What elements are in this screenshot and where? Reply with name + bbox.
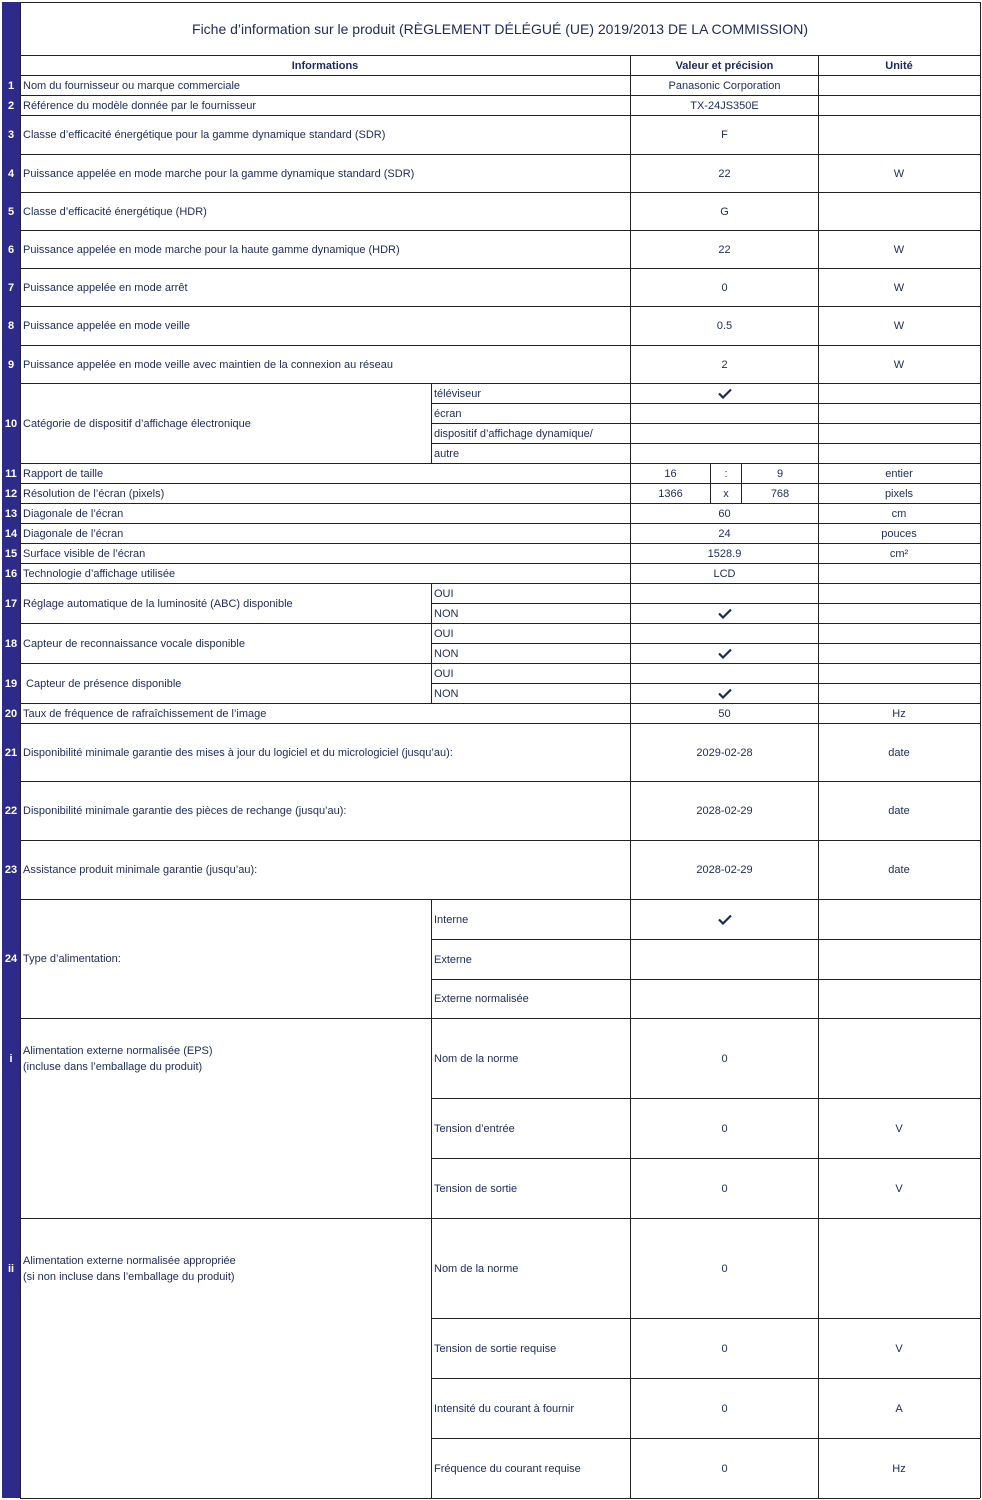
row-number: 18 (4, 637, 18, 650)
row-number: ii (7, 1263, 15, 1275)
row-label: Disponibilité minimale garantie des pièces de rechange (jusqu’au): (23, 805, 347, 817)
row-number: 16 (4, 567, 18, 580)
sub-value: 0 (721, 1262, 728, 1275)
grid-line (20, 268, 980, 269)
checkmark-icon (631, 684, 818, 703)
row-unit: pouces (881, 527, 917, 540)
option-no: NON (434, 607, 459, 620)
row-label: Diagonale de l’écran (23, 527, 124, 540)
grid-line (20, 703, 980, 704)
grid-line (741, 463, 742, 503)
ratio-height: 9 (776, 467, 784, 480)
row-value: Panasonic Corporation (668, 79, 781, 92)
grid-line (20, 483, 980, 484)
grid-line (20, 55, 980, 56)
row-label: Résolution de l’écran (pixels) (23, 487, 165, 500)
grid-line (431, 899, 432, 1498)
row-number: 14 (4, 527, 18, 540)
row-label: Puissance appelée en mode veille avec maintien de la connexion au réseau (23, 358, 393, 371)
row-label-note: (incluse dans l’emballage du produit) (23, 1061, 203, 1073)
row-unit: W (893, 320, 905, 332)
row-label: Puissance appelée en mode marche pour la gamme dynamique standard (SDR) (23, 167, 415, 180)
row-unit: cm (891, 507, 907, 520)
grid-line (20, 781, 980, 782)
grid-line (20, 154, 980, 155)
row-unit: date (888, 746, 910, 759)
grid-line (431, 1438, 980, 1439)
row-number: 5 (7, 205, 15, 218)
sub-unit: V (895, 1342, 903, 1355)
option-no: NON (434, 647, 459, 660)
row-unit: W (893, 167, 905, 180)
row-number: 4 (7, 167, 15, 180)
ratio-separator: : (724, 467, 728, 480)
ratio-width: 16 (664, 467, 677, 480)
grid-line (431, 603, 980, 604)
option-yes: OUI (434, 587, 454, 600)
row-label: Puissance appelée en mode marche pour la haute gamme dynamique (HDR) (23, 243, 400, 256)
grid-line (20, 543, 980, 544)
sub-label: Tension de sortie requise (434, 1342, 557, 1355)
sub-unit: Hz (892, 1462, 906, 1475)
sub-label: Fréquence du courant requise (434, 1462, 581, 1475)
row-unit: W (893, 243, 905, 256)
row-value: 24 (718, 527, 731, 540)
sub-label: Intensité du courant à fournir (434, 1402, 575, 1415)
option-label: téléviseur (434, 387, 482, 400)
row-label: Puissance appelée en mode veille (23, 320, 190, 332)
row-label: Rapport de taille (23, 467, 104, 480)
row-number: 13 (4, 507, 18, 520)
row-label: Disponibilité minimale garantie des mises à jour du logiciel et du micrologiciel (jusqu’au): (23, 746, 453, 759)
row-number: 1 (7, 79, 15, 92)
row-number: 12 (4, 487, 18, 500)
grid-line (20, 2, 21, 1498)
grid-line (431, 939, 980, 940)
grid-line (431, 1158, 980, 1159)
grid-line (431, 1318, 980, 1319)
row-number: 6 (7, 243, 15, 256)
grid-line (20, 840, 980, 841)
grid-line (20, 899, 980, 900)
checkmark-icon (631, 900, 818, 939)
row-unit: W (893, 281, 905, 294)
row-value: 60 (718, 507, 731, 520)
grid-line (20, 523, 980, 524)
sub-value: 0 (721, 1122, 728, 1135)
header-value: Valeur et précision (675, 59, 774, 72)
resolution-separator: x (723, 487, 729, 500)
grid-line (431, 443, 980, 444)
grid-line (20, 1218, 980, 1219)
row-label: Alimentation externe normalisée appropriée (23, 1255, 236, 1267)
grid-line (818, 55, 819, 1498)
row-number: 15 (4, 547, 18, 560)
header-informations: Informations (291, 59, 359, 72)
option-no: NON (434, 687, 459, 700)
sub-label: Nom de la norme (434, 1052, 519, 1065)
grid-line (20, 463, 980, 464)
grid-line (980, 2, 981, 1498)
row-label: Technologie d’affichage utilisée (23, 567, 176, 580)
grid-line (20, 563, 980, 564)
row-value: 2029-02-28 (696, 746, 753, 759)
row-value: TX-24JS350E (690, 99, 759, 112)
row-label: Surface visible de l’écran (23, 547, 146, 560)
option-label: Externe (434, 953, 472, 966)
row-number: 3 (7, 129, 15, 141)
grid-line (431, 1098, 980, 1099)
grid-line (710, 463, 711, 503)
grid-line (20, 623, 980, 624)
grid-line (431, 403, 980, 404)
grid-line (20, 1498, 980, 1499)
row-value: 2 (721, 358, 728, 371)
option-label: écran (434, 407, 462, 420)
checkmark-icon (631, 604, 818, 623)
grid-line (20, 115, 980, 116)
row-unit: pixels (884, 487, 914, 500)
option-label: autre (434, 447, 460, 460)
row-unit: entier (885, 467, 913, 480)
row-number: 10 (4, 417, 18, 430)
grid-line (431, 643, 980, 644)
row-value: 2028-02-29 (696, 864, 753, 876)
grid-line (630, 55, 631, 1498)
sub-value: 0 (721, 1342, 728, 1355)
row-label: Capteur de présence disponible (23, 677, 182, 690)
row-value: 1528.9 (707, 547, 742, 560)
sub-label: Tension de sortie (434, 1182, 518, 1195)
option-label: Externe normalisée (434, 993, 529, 1005)
grid-line (20, 192, 980, 193)
sub-unit: V (895, 1122, 903, 1135)
row-value: LCD (713, 567, 736, 580)
grid-line (20, 345, 980, 346)
row-number: i (9, 1053, 13, 1065)
row-label: Référence du modèle donnée par le fournisseur (23, 99, 256, 112)
header-unit: Unité (885, 59, 913, 72)
row-unit: cm² (889, 547, 909, 560)
row-number: 19 (4, 677, 18, 690)
row-label: Nom du fournisseur ou marque commerciale (23, 79, 241, 92)
grid-line (20, 503, 980, 504)
row-label: Diagonale de l’écran (23, 507, 124, 520)
sheet-title: Fiche d’information sur le produit (RÈGLEMENT DÉLÉGUÉ (UE) 2019/2013 DE LA COMMISSION) (192, 20, 808, 37)
row-unit: Hz (892, 707, 906, 720)
sub-value: 0 (721, 1052, 728, 1065)
grid-line (431, 383, 432, 463)
grid-line (20, 383, 980, 384)
row-value: 0.5 (716, 320, 733, 332)
row-label: Classe d’efficacité énergétique pour la gamme dynamique standard (SDR) (23, 129, 386, 141)
sub-unit: V (895, 1182, 903, 1195)
row-value: 22 (718, 167, 731, 180)
sub-value: 0 (721, 1462, 728, 1475)
sub-value: 0 (721, 1182, 728, 1195)
sub-label: Tension d’entrée (434, 1122, 515, 1135)
row-number: 21 (4, 746, 18, 759)
row-label: Puissance appelée en mode arrêt (23, 281, 188, 294)
row-label-note: (si non incluse dans l’emballage du produit) (23, 1271, 235, 1283)
grid-line (431, 1378, 980, 1379)
row-number: 2 (7, 99, 15, 112)
row-value: 0 (721, 281, 728, 294)
row-number: 8 (7, 320, 15, 332)
row-number: 11 (5, 467, 17, 480)
row-unit: date (888, 864, 910, 876)
row-label: Capteur de reconnaissance vocale disponible (23, 637, 245, 650)
grid-line (20, 230, 980, 231)
grid-line (20, 75, 980, 76)
resolution-height: 768 (770, 487, 790, 500)
row-label: Assistance produit minimale garantie (jusqu’au): (23, 864, 258, 876)
row-value: F (721, 129, 728, 141)
row-number: 22 (4, 805, 18, 817)
grid-line (20, 2, 980, 3)
row-label: Alimentation externe normalisée (EPS) (23, 1045, 213, 1057)
row-label: Type d’alimentation: (23, 953, 121, 965)
row-number: 20 (4, 707, 18, 720)
row-label: Classe d’efficacité énergétique (HDR) (23, 205, 207, 218)
grid-line (20, 583, 980, 584)
row-number: 17 (4, 597, 18, 610)
grid-line (20, 95, 980, 96)
grid-line (431, 979, 980, 980)
row-value: 22 (718, 243, 731, 256)
row-number: 24 (4, 953, 18, 965)
sub-label: Nom de la norme (434, 1262, 519, 1275)
checkmark-icon (631, 644, 818, 663)
grid-line (20, 1018, 980, 1019)
sub-unit: A (895, 1402, 903, 1415)
resolution-width: 1366 (658, 487, 683, 500)
checkmark-icon (631, 384, 818, 403)
row-label: Catégorie de dispositif d’affichage électronique (23, 417, 251, 430)
row-unit: W (893, 358, 905, 371)
grid-line (20, 663, 980, 664)
sub-value: 0 (721, 1402, 728, 1415)
option-yes: OUI (434, 627, 454, 640)
grid-line (431, 423, 980, 424)
option-yes: OUI (434, 667, 454, 680)
grid-line (431, 583, 432, 703)
option-label: dispositif d’affichage dynamique/ (434, 427, 593, 440)
row-value: 50 (718, 707, 731, 720)
row-number: 9 (7, 358, 15, 371)
row-label: Taux de fréquence de rafraîchissement de l’image (23, 707, 267, 720)
row-number: 7 (7, 281, 15, 294)
option-label: Interne (434, 913, 469, 926)
row-number: 23 (4, 864, 18, 876)
grid-line (20, 306, 980, 307)
row-label: Réglage automatique de la luminosité (ABC) disponible (23, 597, 293, 610)
grid-line (431, 683, 980, 684)
row-value: G (720, 205, 729, 218)
row-unit: date (888, 805, 910, 817)
grid-line (20, 723, 980, 724)
row-value: 2028-02-29 (696, 805, 753, 817)
